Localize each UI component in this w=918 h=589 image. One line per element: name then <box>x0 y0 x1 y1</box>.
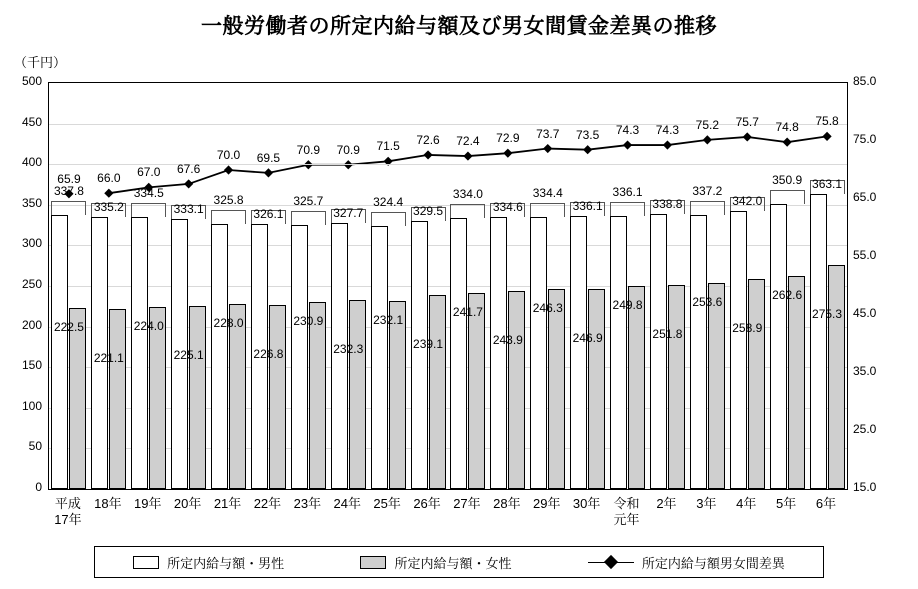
x-axis-tick-label: 令和 元年 <box>613 496 640 528</box>
bar-label-female: 258.9 <box>732 320 763 335</box>
legend-label-ratio: 所定内給与額男女間差異 <box>641 555 785 571</box>
bar-label-female: 262.6 <box>772 287 803 302</box>
bar-label-female: 221.1 <box>93 351 124 366</box>
line-point-label: 74.8 <box>775 120 799 135</box>
x-axis-tick-label: 4年 <box>736 496 757 511</box>
bar-male <box>450 218 467 489</box>
bar-label-female: 232.1 <box>373 312 404 327</box>
bar-female <box>189 306 206 489</box>
y-axis-left-tick-label: 450 <box>21 114 42 129</box>
bar-label-male: 336.1 <box>612 185 643 200</box>
y-axis-right-tick-label: 15.0 <box>853 480 877 494</box>
y-axis-left-tick-label: 200 <box>21 317 42 332</box>
bar-label-female: 246.9 <box>572 330 603 345</box>
bar-label-female: 222.5 <box>53 320 84 335</box>
legend-item-ratio <box>588 553 785 572</box>
bar-label-male: 337.2 <box>692 184 723 199</box>
legend-item-male <box>133 553 284 572</box>
line-point-label: 73.5 <box>575 127 600 142</box>
bar-label-female: 249.8 <box>612 298 643 313</box>
legend-item-female <box>360 553 511 572</box>
bar-label-male: 326.1 <box>253 207 284 222</box>
bar-female <box>269 305 286 489</box>
bar-male <box>51 215 68 489</box>
y-axis-right-tick-label: 75.0 <box>853 132 877 146</box>
line-point-label: 72.6 <box>416 132 440 147</box>
y-axis-left-tick-label: 150 <box>21 358 42 373</box>
bar-label-male: 329.5 <box>413 204 444 219</box>
bar-label-female: 275.3 <box>812 307 843 322</box>
bar-label-female: 232.3 <box>333 342 364 357</box>
line-point-label: 72.9 <box>496 131 520 146</box>
bar-label-male: 325.7 <box>293 193 324 208</box>
bar-label-male: 363.1 <box>812 177 843 192</box>
bar-label-male: 334.6 <box>492 200 523 215</box>
bar-label-female: 224.0 <box>133 319 164 334</box>
bar-label-female: 226.8 <box>253 346 284 361</box>
y-axis-right-tick-label: 55.0 <box>853 248 877 262</box>
bar-female <box>708 283 725 489</box>
line-point-label: 71.5 <box>376 139 400 154</box>
bar-white-icon <box>133 556 159 569</box>
bar-gray-icon <box>360 556 386 569</box>
bar-female <box>149 307 166 489</box>
line-diamond-icon <box>588 556 634 569</box>
x-axis-tick-label: 2年 <box>656 496 677 511</box>
y-axis-right-tick-label: 65.0 <box>853 190 877 204</box>
x-axis-tick-label: 平成 17年 <box>54 496 82 528</box>
x-axis-tick-label: 3年 <box>696 496 717 511</box>
line-point-label: 70.9 <box>296 142 321 157</box>
line-point-label: 70.0 <box>216 148 241 162</box>
line-point-label: 69.5 <box>256 150 281 165</box>
x-axis-tick-label: 28年 <box>493 496 521 511</box>
x-axis-tick-label: 18年 <box>94 496 122 511</box>
y-axis-left-tick-label: 300 <box>21 236 42 251</box>
gridline <box>49 367 847 368</box>
x-axis-tick-label: 6年 <box>815 496 837 511</box>
x-axis-tick-label: 21年 <box>213 496 242 511</box>
bar-female <box>109 309 126 489</box>
gridline <box>49 448 847 449</box>
bar-female <box>349 300 366 489</box>
y-axis-right-tick-label: 45.0 <box>853 306 877 320</box>
line-point-label: 72.4 <box>456 134 480 149</box>
bar-male <box>530 217 547 489</box>
bar-male <box>570 216 587 489</box>
x-axis-tick-label: 25年 <box>373 496 401 511</box>
bar-label-male: 342.0 <box>732 194 763 209</box>
bar-label-male: 334.4 <box>532 186 563 201</box>
x-axis-tick-label: 26年 <box>413 496 441 511</box>
bar-label-male: 334.0 <box>452 186 483 201</box>
bar-male <box>371 226 388 489</box>
bar-label-female: 251.8 <box>652 326 683 341</box>
bar-label-female: 230.9 <box>293 313 324 328</box>
bar-male <box>730 211 747 489</box>
gridline <box>49 245 847 246</box>
bar-label-male: 324.4 <box>373 194 404 209</box>
bar-female <box>389 301 406 489</box>
bar-female <box>468 293 485 489</box>
bar-female <box>588 289 605 489</box>
bar-female <box>69 308 86 489</box>
bar-label-male: 335.2 <box>93 199 124 214</box>
y-axis-left-tick-label: 250 <box>21 277 42 291</box>
y-axis-right-tick-label: 85.0 <box>853 74 877 88</box>
bar-female <box>309 302 326 489</box>
bar-label-male: 327.7 <box>333 205 364 220</box>
line-point-label: 65.9 <box>57 171 81 186</box>
bar-label-male: 325.8 <box>213 193 244 208</box>
y-axis-left-tick-label: 0 <box>35 480 42 494</box>
legend-label-male: 所定内給与額・男性 <box>167 555 285 571</box>
bar-female <box>828 265 845 489</box>
bar-female <box>508 291 525 489</box>
x-axis-tick-label: 19年 <box>134 496 162 511</box>
y-axis-left-tick-label: 400 <box>21 155 42 170</box>
bar-label-male: 336.1 <box>572 199 603 214</box>
bar-male <box>490 217 507 489</box>
bar-female <box>429 295 446 489</box>
bar-female <box>548 289 565 489</box>
y-axis-right-tick-label: 25.0 <box>853 422 877 436</box>
bar-label-female: 243.9 <box>492 332 523 347</box>
bar-label-female: 225.1 <box>173 348 204 363</box>
x-axis-tick-label: 22年 <box>253 496 282 511</box>
line-point-label: 73.7 <box>536 126 560 141</box>
y-axis-right-tick-label: 35.0 <box>853 364 877 378</box>
x-axis-tick-label: 29年 <box>533 496 561 511</box>
gridline <box>49 408 847 409</box>
bar-female <box>229 304 246 489</box>
y-axis-unit-label: （千円） <box>14 55 67 70</box>
bar-female <box>628 286 645 489</box>
page-title: 一般労働者の所定内給与額及び男女間賃金差異の推移 <box>201 15 717 38</box>
line-point-label: 74.3 <box>655 123 680 138</box>
line-point-label: 70.9 <box>336 142 360 157</box>
gridline <box>49 286 847 287</box>
chart-legend <box>94 546 824 578</box>
y-axis-left-tick-label: 500 <box>21 74 42 88</box>
bar-male <box>610 216 627 489</box>
bar-male <box>291 225 308 489</box>
y-axis-left-tick-label: 100 <box>21 398 42 413</box>
total-bracket <box>770 190 805 204</box>
x-axis-tick-label: 24年 <box>333 496 361 511</box>
plot-area <box>48 82 848 490</box>
x-axis-tick-label: 23年 <box>293 496 322 511</box>
bar-male <box>131 217 148 489</box>
line-point-label: 67.6 <box>176 161 201 176</box>
bar-female <box>668 285 685 489</box>
line-point-label: 75.2 <box>695 117 720 132</box>
x-axis-tick-label: 20年 <box>173 496 202 511</box>
x-axis-tick-label: 27年 <box>453 496 481 511</box>
line-point-label: 67.0 <box>137 165 161 180</box>
bar-male <box>770 204 787 489</box>
bar-male <box>211 224 228 489</box>
bar-label-male: 338.8 <box>652 196 683 211</box>
line-point-label: 66.0 <box>97 171 121 186</box>
bar-male <box>810 194 827 489</box>
bar-label-female: 246.3 <box>532 301 563 315</box>
x-axis-tick-label: 5年 <box>776 496 797 511</box>
bar-male <box>411 221 428 489</box>
y-axis-left-tick-label: 50 <box>28 439 42 454</box>
legend-label-female: 所定内給与額・女性 <box>394 555 512 571</box>
bar-label-male: 337.8 <box>53 183 84 198</box>
bar-female <box>748 279 765 489</box>
x-axis-tick-label: 30年 <box>572 496 601 511</box>
bar-label-female: 253.6 <box>692 295 723 310</box>
bar-label-male: 350.9 <box>772 173 803 188</box>
bar-male <box>650 214 667 489</box>
y-axis-left-tick-label: 350 <box>21 195 42 210</box>
bar-label-male: 334.5 <box>133 186 164 201</box>
bar-male <box>690 215 707 489</box>
bar-label-male: 333.1 <box>173 201 204 216</box>
bar-label-female: 228.0 <box>213 315 244 330</box>
bar-label-female: 241.7 <box>452 304 483 319</box>
line-point-label: 75.7 <box>735 114 759 129</box>
bar-label-female: 239.1 <box>413 336 444 351</box>
line-point-label: 74.3 <box>615 123 640 138</box>
line-point-label: 75.8 <box>815 114 839 129</box>
